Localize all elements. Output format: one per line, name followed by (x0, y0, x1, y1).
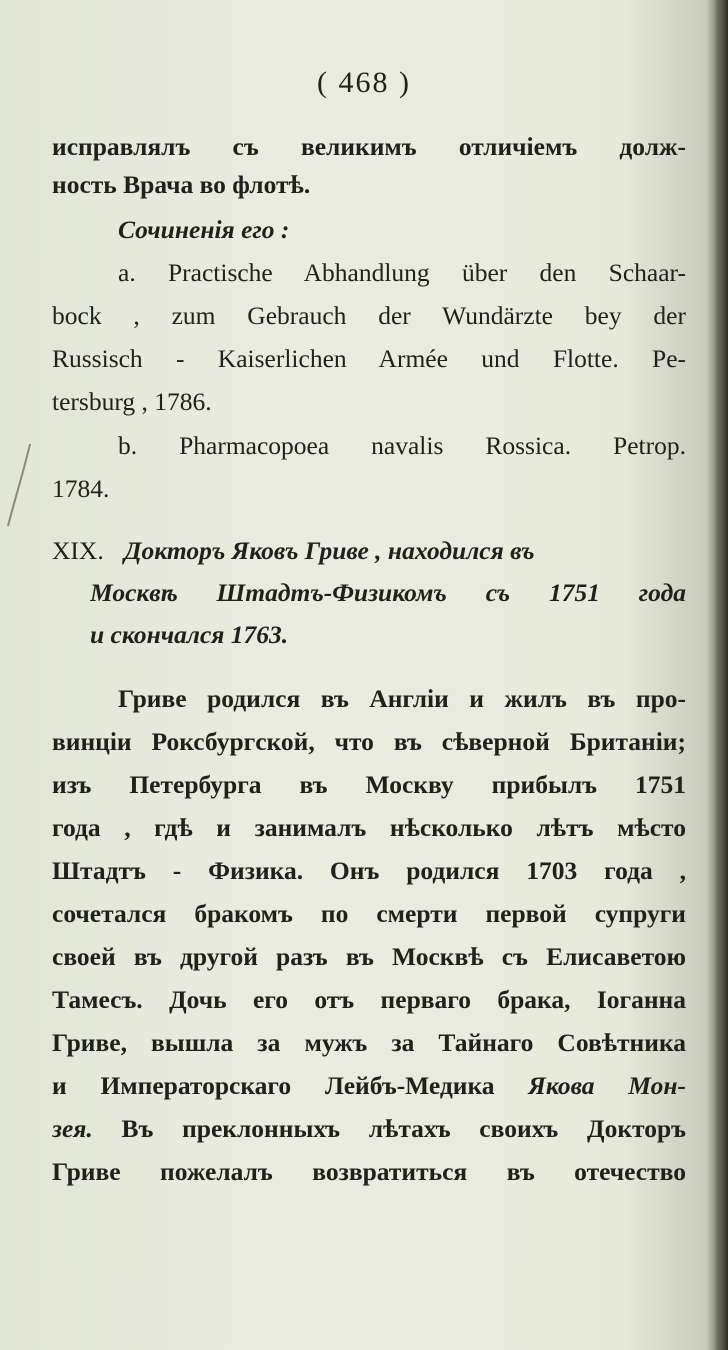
text-line: tersburg , 1786. (52, 387, 212, 416)
text-line: Гриве родился въ Англіи и жилъ въ про- (118, 684, 686, 713)
text-line: a. Practische Abhandlung über den Schaar- (118, 258, 686, 287)
text-segment: Въ преклонныхъ лѣтахъ своихъ Докторъ (121, 1114, 686, 1143)
text-line: 1784. (52, 474, 110, 503)
entry-title-line: Москвѣ Штадтъ-Физикомъ съ 1751 года (90, 578, 686, 607)
page-edge-shadow (714, 0, 728, 1350)
text-line: Штадтъ - Физика. Онъ родился 1703 года , (52, 856, 686, 885)
entry-title-line: и скончался 1763. (90, 620, 289, 649)
text-line: своей въ другой разъ въ Москвѣ съ Елисаветою (52, 942, 686, 971)
text-line: Russisch - Kaiserlichen Armée und Flotte. Pe- (52, 344, 686, 373)
text-line (52, 1067, 686, 1105)
text-line: ность Врача во флотѣ. (52, 170, 311, 199)
text-line: сочетался бракомъ по смерти первой супруги (52, 899, 686, 928)
entry-number: XIX. (52, 536, 104, 565)
text-line: изъ Петербурга въ Москву прибылъ 1751 (52, 770, 686, 799)
text-line: Гриве, вышла за мужъ за Тайнаго Совѣтника (52, 1028, 686, 1057)
section-heading: Сочиненія его : (118, 215, 290, 244)
entry-heading (52, 532, 686, 570)
text-line: Тамесъ. Дочь его отъ перваго брака, Іоганна (52, 985, 686, 1014)
text-line: исправлялъ съ великимъ отличіемъ долж- (52, 132, 686, 161)
text-line: bock , zum Gebrauch der Wundärzte bey der (52, 301, 686, 330)
text-line: винціи Роксбургской, что въ сѣверной Британіи; (52, 727, 686, 756)
text-line (52, 1110, 686, 1148)
text-line: года , гдѣ и занималъ нѣсколько лѣтъ мѣсто (52, 813, 686, 842)
text-line: Гриве пожелалъ возвратиться въ отечество (52, 1157, 686, 1186)
text-line: b. Pharmacopoea navalis Rossica. Petrop. (118, 431, 686, 460)
name-segment: Якова Мон- (528, 1071, 686, 1100)
page-number: ( 468 ) (317, 66, 411, 99)
name-segment: зея. (52, 1114, 93, 1143)
text-segment: и Императорскаго Лейбъ-Медика (52, 1071, 495, 1100)
entry-title: Докторъ Яковъ Гриве , находился въ (124, 536, 535, 565)
pencil-mark (4, 440, 34, 530)
